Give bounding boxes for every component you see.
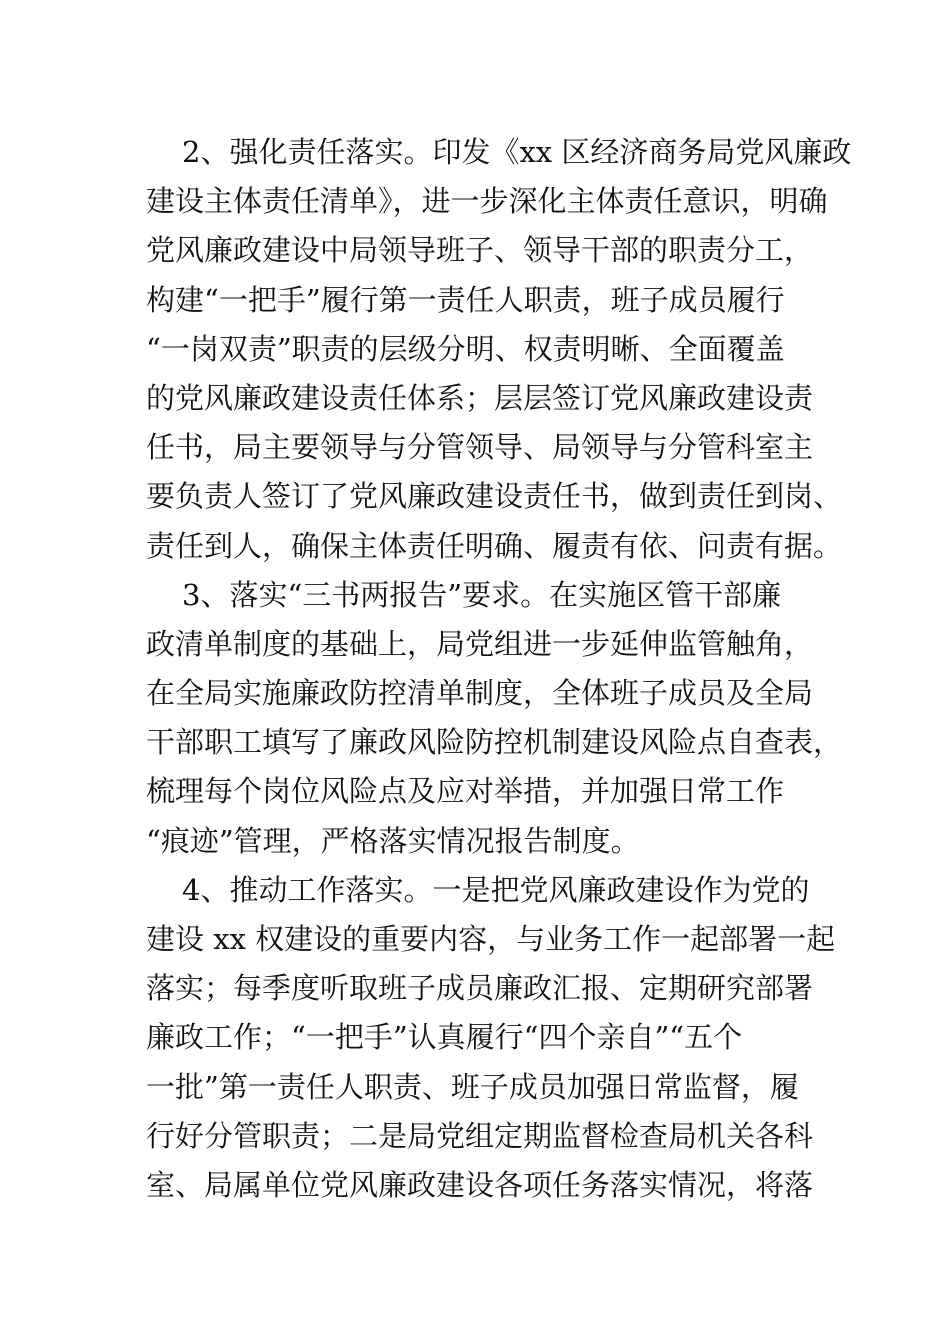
document-body <box>146 128 852 1210</box>
paragraph-2-line-9: 责任到人，确保主体责任明确、履责有依、问责有据。 <box>146 528 843 563</box>
paragraph-3-line-6: “痕迹”管理，严格落实情况报告制度。 <box>146 823 640 858</box>
paragraph-3-line-1: 3、落实“三书两报告”要求。在实施区管干部廉 <box>182 577 782 612</box>
paragraph-4-line-5: 一批”第一责任人职责、班子成员加强日常监督，履 <box>146 1069 799 1104</box>
paragraph-2-line-7: 任书，局主要领导与分管领导、局领导与分管科室主 <box>146 430 814 465</box>
paragraph-3-line-4: 干部职工填写了廉政风险防控机制建设风险点自查表， <box>146 725 843 760</box>
paragraph-2-line-2: 建设主体责任清单》，进一步深化主体责任意识，明确 <box>146 184 828 219</box>
paragraph-3-line-3: 在全局实施廉政防控清单制度，全体班子成员及全局 <box>146 676 814 711</box>
paragraph-4-line-3: 落实；每季度听取班子成员廉政汇报、定期研究部署 <box>146 971 814 1006</box>
paragraph-4-line-1: 4、推动工作落实。一是把党风廉政建设作为党的 <box>182 872 810 907</box>
paragraph-2-line-4: 构建“一把手”履行第一责任人职责，班子成员履行 <box>146 282 785 317</box>
paragraph-4-line-6: 行好分管职责；二是局党组定期监督检查局机关各科 <box>146 1118 814 1153</box>
paragraph-4-line-2: 建设 xx 权建设的重要内容，与业务工作一起部署一起 <box>146 922 836 956</box>
paragraph-3-line-5: 梳理每个岗位风险点及应对举措，并加强日常工作 <box>146 774 785 809</box>
paragraph-4-line-4: 廉政工作；“一把手”认真履行“四个亲自”“五个 <box>146 1020 743 1055</box>
paragraph-4-line-7: 室、局属单位党风廉政建设各项任务落实情况，将落 <box>146 1167 814 1202</box>
paragraph-2-line-8: 要负责人签订了党风廉政建设责任书，做到责任到岗、 <box>146 479 843 514</box>
paragraph-3-line-2: 政清单制度的基础上，局党组进一步延伸监管触角， <box>146 626 814 661</box>
paragraph-2-line-3: 党风廉政建设中局领导班子、领导干部的职责分工， <box>146 233 814 268</box>
paragraph-2-line-5: “一岗双责”职责的层级分明、权责明晰、全面覆盖 <box>146 331 785 366</box>
paragraph-2-line-6: 的党风廉政建设责任体系；层层签订党风廉政建设责 <box>146 380 814 415</box>
paragraph-2-line-1: 2、强化责任落实。印发《xx 区经济商务局党风廉政 <box>182 135 852 169</box>
